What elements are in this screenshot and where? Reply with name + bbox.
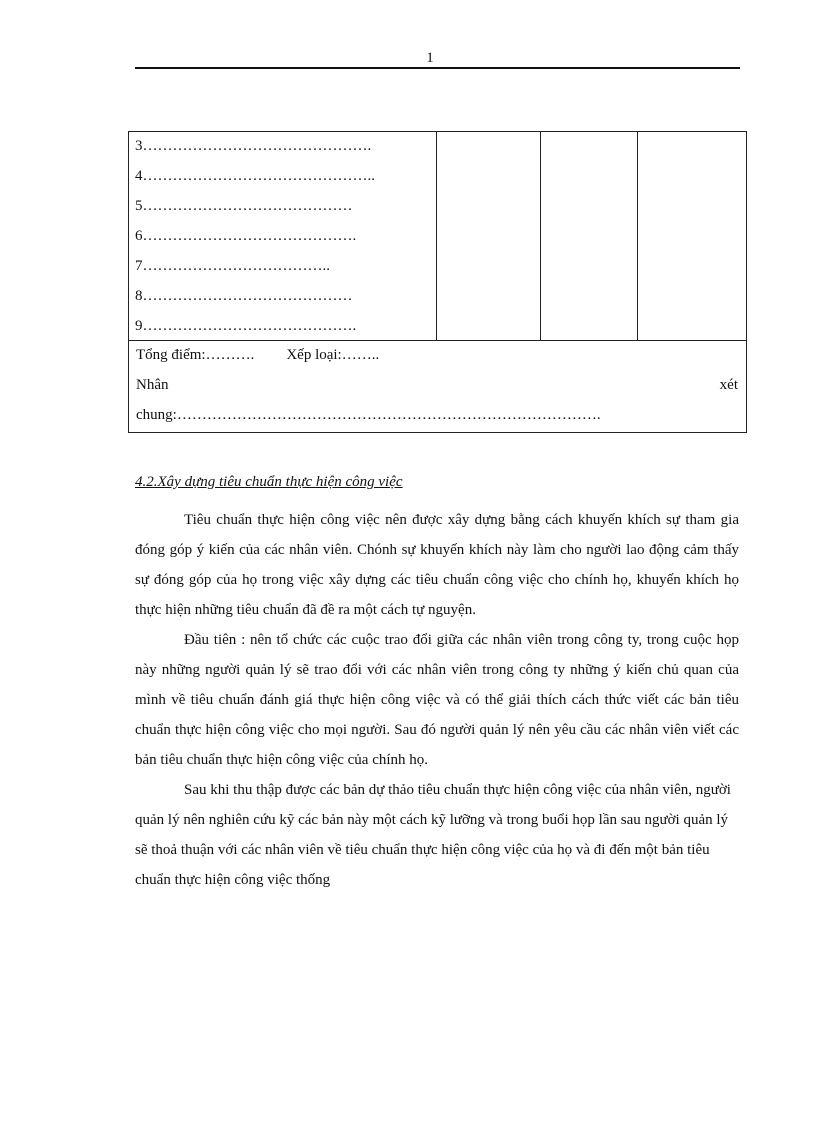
total-and-rank-line <box>136 343 738 373</box>
comment-label-line <box>136 373 738 403</box>
total-score-label: Tổng điểm:………. <box>136 347 255 363</box>
score-cell-3 <box>637 132 746 341</box>
criteria-item: 4……………………………………….. <box>135 168 375 184</box>
body-text <box>135 505 739 895</box>
paragraph-3: Sau khi thu thập được các bản dự thảo tiêu chuẩn thực hiện công việc của nhân viên, người quản lý nên nghiên cứu kỹ các bản này một cách kỹ lưỡng và trong buổi họp lần sau người quản lý sẽ thoả thuận với các nhân viên về tiêu chuẩn thực hiện công việc của họ và đi đến một bản tiêu chuẩn thực hiện công việc thống <box>135 782 731 888</box>
criteria-item: 6……………………………………. <box>135 228 357 244</box>
criteria-list-cell <box>129 132 437 341</box>
paragraph-2: Đầu tiên : nên tổ chức các cuộc trao đổi giữa các nhân viên trong công ty, trong cuộc họp này những người quản lý sẽ trao đổi với các nhân viên trong công ty những ý kiến chủ quan của mình về tiêu chuẩn đánh giá thực hiện công việc và có thể giải thích cách thức viết các bản tiêu chuẩn thực hiện công việc cho mọi người. Sau đó người quản lý nên yêu cầu các nhân viên viết các bản tiêu chuẩn thực hiện công việc của chính họ. <box>135 632 739 768</box>
criteria-item: 7……………………………….. <box>135 258 330 274</box>
criteria-item: 9……………………………………. <box>135 318 357 334</box>
rank-label: Xếp loại:…….. <box>286 347 380 363</box>
evaluation-table <box>128 131 747 433</box>
score-cell-1 <box>437 132 540 341</box>
summary-row <box>129 341 747 433</box>
comment-line: chung:…………………………………………………………………………. <box>136 407 601 423</box>
comment-label-left: Nhân <box>136 377 169 393</box>
criteria-item: 8…………………………………… <box>135 288 353 304</box>
criteria-item: 3………………………………………. <box>135 138 372 154</box>
criteria-list <box>129 132 436 340</box>
section-heading: 4.2.Xây dựng tiêu chuẩn thực hiện công việc <box>135 474 403 490</box>
criteria-item: 5…………………………………… <box>135 198 353 214</box>
summary-cell <box>129 341 747 433</box>
criteria-row <box>129 132 747 341</box>
score-cell-2 <box>540 132 637 341</box>
comment-label-right: xét <box>719 377 738 393</box>
paragraph-1: Tiêu chuẩn thực hiện công việc nên được xây dựng bằng cách khuyến khích sự tham gia đóng góp ý kiến của các nhân viên. Chónh sự khuyến khích này làm cho người lao động cảm thấy sự đóng góp của họ trong việc xây dựng các tiêu chuẩn công việc cho chính họ, khuyến khích họ thực hiện những tiêu chuẩn đã đề ra một cách tự nguyện. <box>135 512 739 618</box>
page-number: 1 <box>426 50 434 66</box>
header-rule <box>135 67 740 69</box>
